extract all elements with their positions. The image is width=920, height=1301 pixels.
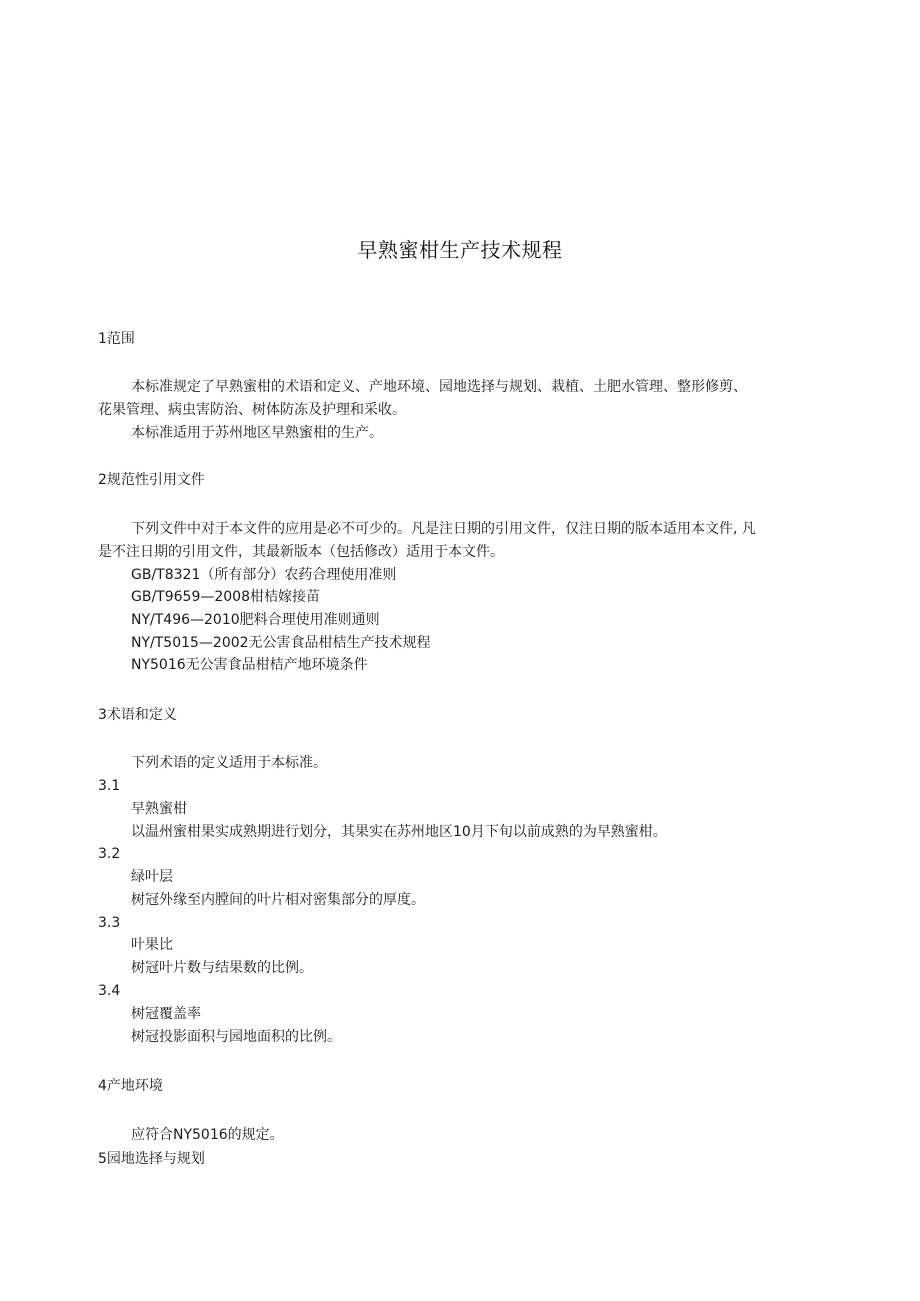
term-number: 3.4 <box>98 983 121 999</box>
reference-item: NY5016无公害食品柑桔产地环境条件 <box>131 657 368 673</box>
references-paragraph-line-2: 是不注日期的引用文件，其最新版本（包括修改）适用于本文件。 <box>98 544 504 560</box>
term-definition: 树冠叶片数与结果数的比例。 <box>131 960 313 976</box>
term-number: 3.2 <box>98 846 121 862</box>
reference-item: NY/T5015—2002无公害食品柑桔生产技术规程 <box>131 635 431 651</box>
document-title: 早熟蜜柑生产技术规程 <box>357 238 563 262</box>
environment-paragraph: 应符合NY5016的规定。 <box>131 1127 284 1143</box>
term-name: 早熟蜜柑 <box>131 801 187 817</box>
scope-paragraph-line-2: 花果管理、病虫害防治、树体防冻及护理和采收。 <box>98 402 406 418</box>
term-name: 绿叶层 <box>131 869 173 885</box>
scope-applicability-paragraph: 本标准适用于苏州地区早熟蜜柑的生产。 <box>131 425 383 441</box>
references-paragraph-line-1: 下列文件中对于本文件的应用是必不可少的。凡是注日期的引用文件，仅注日期的版本适用本文件, 凡 <box>131 521 756 537</box>
reference-item: NY/T496—2010肥料合理使用准则通则 <box>131 612 380 628</box>
section-heading-environment: 4产地环境 <box>98 1078 163 1094</box>
section-heading-normative-references: 2规范性引用文件 <box>98 472 205 488</box>
term-name: 叶果比 <box>131 937 173 953</box>
section-heading-scope: 1范围 <box>98 331 135 347</box>
section-heading-site-selection: 5园地选择与规划 <box>98 1151 205 1167</box>
term-definition: 树冠投影面积与园地面积的比例。 <box>131 1029 341 1045</box>
reference-item: GB/T9659—2008柑桔嫁接苗 <box>131 589 320 605</box>
term-number: 3.1 <box>98 778 121 794</box>
term-number: 3.3 <box>98 915 121 931</box>
section-heading-terms: 3术语和定义 <box>98 707 177 723</box>
terms-intro: 下列术语的定义适用于本标准。 <box>131 755 327 771</box>
term-definition: 树冠外缘至内膛间的叶片相对密集部分的厚度。 <box>131 892 425 908</box>
scope-paragraph-line-1: 本标准规定了早熟蜜柑的术语和定义、产地环境、园地选择与规划、栽植、土肥水管理、整形修剪、 <box>131 379 747 395</box>
reference-item: GB/T8321（所有部分）农药合理使用准则 <box>131 567 397 583</box>
term-name: 树冠覆盖率 <box>131 1006 201 1022</box>
term-definition: 以温州蜜柑果实成熟期进行划分，其果实在苏州地区10月下旬以前成熟的为早熟蜜柑。 <box>131 824 667 840</box>
